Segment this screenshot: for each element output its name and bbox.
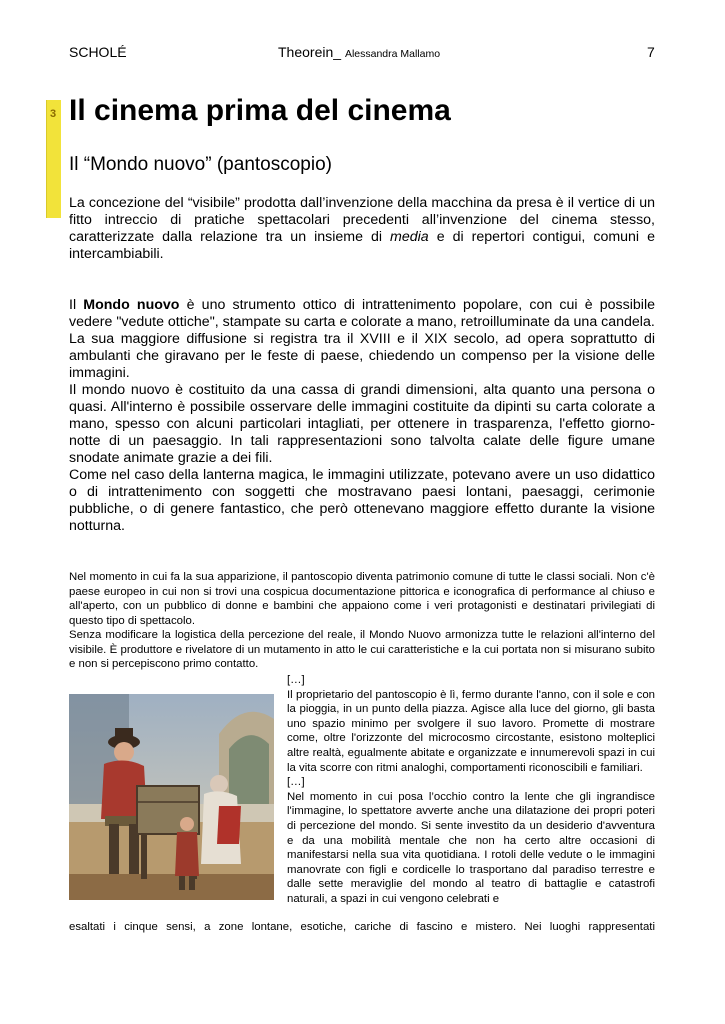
section-number: 3 <box>49 108 57 120</box>
main-paragraph-d: Come nel caso della lanterna magica, le immagini utilizzate, potevano avere un uso didattico o di intrattenimento con soggetti che mostravano paesi lontani, paesaggi, cerimonie pubbliche, o di genere fantastico, che però ottenevano maggiore effetto durante la visione notturna. <box>69 467 655 534</box>
quote-ellipsis-2: […] <box>287 776 305 789</box>
intro-paragraph <box>69 195 655 263</box>
main-paragraph-a <box>69 297 655 331</box>
quote-top-a: Nel momento in cui fa la sua apparizione, il pantoscopio diventa patrimonio comune di tutte le classi sociali. Non c'è paese europeo in cui non si trovi una cospicua documentazione pittorica e iconografica di performance al chiuso e all'aperto, con un pubblico di donne e bambini che appaiono come i veri protagonisti e destinatari privilegiati di questo tipo di spettacolo. <box>69 571 655 627</box>
quote-side-b: Nel momento in cui posa l’occhio contro la lente che gli ingrandisce l'immagine, lo spettatore avverte anche una dilatazione dei propri poteri di percezione del mondo. Si sente investito da un desiderio d'avventura e da una mobilità mentale che non ha certo altre occasioni di manifestarsi nella sua vita quotidiana. I rotoli delle vedute o le immagini manovrate con figli e cordicelle lo trasportano dal paradiso terrestre e dalle sette meraviglie del mondo al teatro di battaglie e catastrofi naturali, a spazi in cui vengono celebrati e <box>287 790 655 905</box>
main-a-bold: Mondo nuovo <box>83 297 180 313</box>
mondo-nuovo-painting <box>69 694 274 900</box>
running-header-journal: SCHOLÉ <box>69 44 127 60</box>
main-paragraph-b: La sua maggiore diffusione si registra tra il XVIII e il XIX secolo, ad opera soprattutto di ambulanti che giravano per le feste di paese, chiedendo un compenso per la visione delle immagini. <box>69 331 655 381</box>
quote-last-line: esaltati i cinque sensi, a zone lontane, esotiche, cariche di fascino e mistero. Nei luoghi rappresentati <box>69 921 655 933</box>
main-a-post: è uno strumento ottico di intrattenimento popolare, con cui è possibile vedere "vedute ottiche", stampate su carta e colorate a mano, retroilluminate da una candela. <box>69 297 655 330</box>
quote-ellipsis-1: […] <box>287 674 305 686</box>
main-body <box>69 297 655 535</box>
main-paragraph-c: Il mondo nuovo è costituito da una cassa di grandi dimensioni, alta quanto una persona o quasi. All'interno è possibile osservare delle immagini costituite da dipinti su carta colorate a mano, spesso con alcuni particolari intagliati, per ottenere in trasparenza, l'effetto giorno-notte di un paesaggio. In tali rappresentazioni sono talvolta calate delle figure umane snodate animate grazie a dei fili. <box>69 382 655 466</box>
main-a-pre: Il <box>69 297 84 313</box>
intro-text-end: e di repertori contigui, comuni e intercambiabili. <box>69 229 655 262</box>
quote-side-a: Il proprietario del pantoscopio è lì, fermo durante l'anno, con il sole e con la pioggia, in un punto della piazza. Agisce alla luce del giorno, gli basta uno spazio minimo per svolgere il suo lavoro. Promette di mostrare come, oltre l'orizzonte del microcosmo circostante, esistono molteplici altre realtà, egualmente abitate e organizzate e innumerevoli spazi in cui la vita scorre con ritmi analoghi, comportamenti riconoscibili e familiari. <box>287 688 655 774</box>
intro-text: La concezione del “visibile” prodotta dall’invenzione della macchina da presa è il vertice di un fitto intreccio di pratiche spettacolari precedenti all’invenzione del cinema stesso, caratterizzate dalla relazione tra un insieme di <box>69 195 655 245</box>
intro-emphasis: media <box>390 229 429 245</box>
page-title: Il cinema prima del cinema <box>69 94 451 127</box>
quote-side <box>287 673 655 907</box>
header-author: Alessandra Mallamo <box>344 48 441 60</box>
quote-top-b: Senza modificare la logistica della percezione del reale, il Mondo Nuovo armonizza tutte le relazioni all'interno del visibile. È produttore e rivelatore di un mutamento in atto le cui caratteristiche e la cui portata non si misurano subito e non si percepiscono primo contatto. <box>69 629 655 670</box>
quote-top <box>69 570 655 672</box>
running-header-title <box>278 44 440 60</box>
section-subtitle: Il “Mondo nuovo” (pantoscopio) <box>69 154 332 175</box>
header-series: Theorein_ <box>278 44 342 60</box>
page-number: 7 <box>647 44 655 60</box>
